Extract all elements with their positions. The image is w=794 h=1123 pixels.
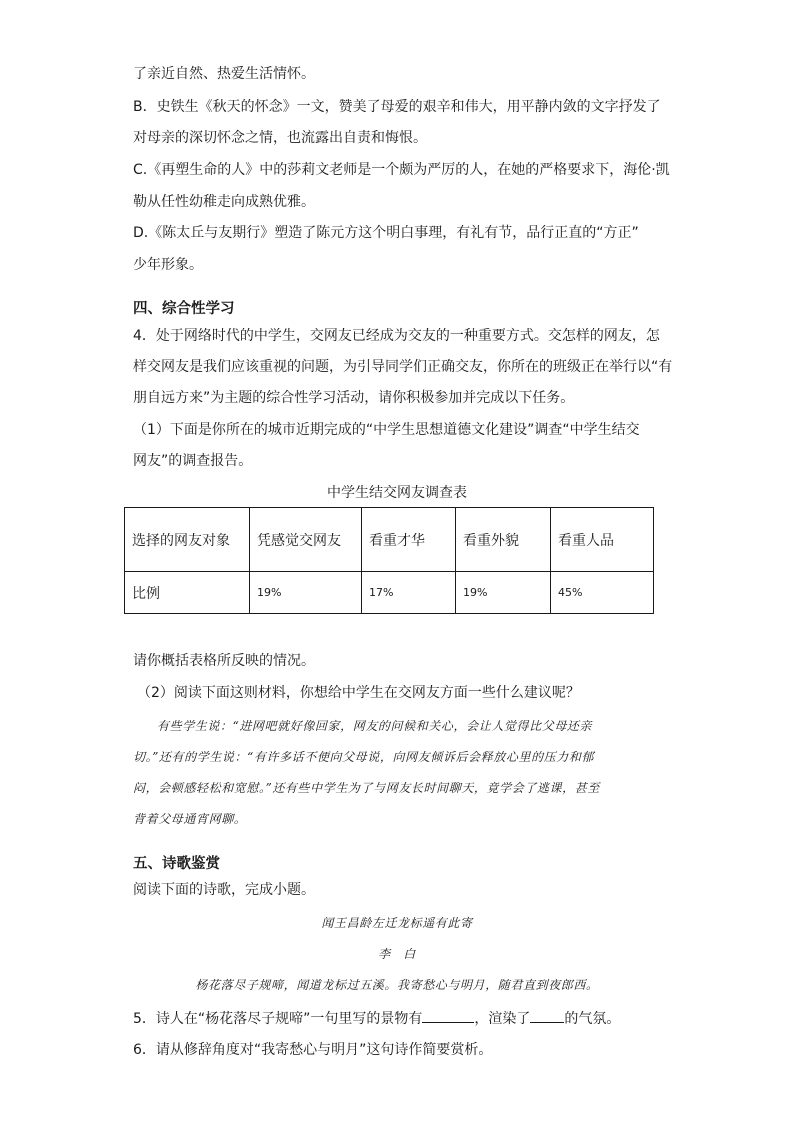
question-6: 6．请从修辞角度对“我寄愁心与明月”这句诗作简要赏析。 xyxy=(133,1042,493,1058)
survey-table xyxy=(124,507,654,614)
material-line: 切。”还有的学生说：“有许多话不便向父母说，向网友倾诉后会释放心里的压力和郁 xyxy=(133,750,595,764)
answer-blank[interactable] xyxy=(530,1008,564,1023)
section-title-4: 四、综合性学习 xyxy=(133,301,235,317)
table-cell: 19% xyxy=(456,572,551,614)
question-4-line: 样交网友是我们应该重视的问题，为引导同学们正确交友，你所在的班级正在举行以“有 xyxy=(133,359,673,375)
text-line: 对母亲的深切怀念之情，也流露出自责和悔恨。 xyxy=(133,130,427,146)
table-header-cell: 看重人品 xyxy=(551,508,654,572)
poem-intro: 阅读下面的诗歌，完成小题。 xyxy=(133,882,315,898)
question-5-text: 的气氛。 xyxy=(564,1011,621,1027)
question-4-line: 朋自远方来”为主题的综合性学习活动，请你积极参加并完成以下任务。 xyxy=(133,390,575,406)
summary-prompt: 请你概括表格所反映的情况。 xyxy=(133,653,315,669)
table-header-cell: 选择的网友对象 xyxy=(125,508,250,572)
section-title-5: 五、诗歌鉴赏 xyxy=(133,856,220,872)
answer-blank[interactable] xyxy=(422,1008,474,1023)
table-header-cell: 看重才华 xyxy=(362,508,456,572)
poem-author: 李 白 xyxy=(378,947,416,961)
table-header-row xyxy=(125,508,654,572)
table-cell: 比例 xyxy=(125,572,250,614)
table-cell: 17% xyxy=(362,572,456,614)
text-line: 了亲近自然、热爱生活情怀。 xyxy=(133,66,315,82)
question-5 xyxy=(133,1008,620,1029)
question-5-text: 5．诗人在“杨花落尽子规啼”一句里写的景物有 xyxy=(133,1011,423,1027)
subquestion-2: （2）阅读下面这则材料，你想给中学生在交网友方面一些什么建议呢？ xyxy=(137,685,580,701)
option-c-line: C.《再塑生命的人》中的莎莉文老师是一个颇为严厉的人，在她的严格要求下，海伦·凯 xyxy=(133,162,670,178)
material-line: 有些学生说：“进网吧就好像回家，网友的问候和关心，会让人觉得比父母还亲 xyxy=(157,719,593,733)
option-b-line: B．史铁生《秋天的怀念》一文，赞美了母爱的艰辛和伟大，用平静内敛的文字抒发了 xyxy=(133,99,661,115)
question-4-line: 4．处于网络时代的中学生，交网友已经成为交友的一种重要方式。交怎样的网友，怎 xyxy=(133,328,660,344)
subquestion-1-line: 网友”的调查报告。 xyxy=(133,453,253,469)
material-line: 闷，会顿感轻松和宽慰。”还有些中学生为了与网友长时间聊天，竟学会了逃课，甚至 xyxy=(133,781,600,795)
table-header-cell: 看重外貌 xyxy=(456,508,551,572)
table-row xyxy=(125,572,654,614)
poem-body: 杨花落尽子规啼，闻道龙标过五溪。我寄愁心与明月，随君直到夜郎西。 xyxy=(195,978,599,992)
poem-title: 闻王昌龄左迁龙标遥有此寄 xyxy=(321,916,473,930)
question-5-text: ，渲染了 xyxy=(474,1011,531,1027)
text-line: 勒从任性幼稚走向成熟优雅。 xyxy=(133,194,315,210)
table-header-cell: 凭感觉交网友 xyxy=(250,508,362,572)
table-title: 中学生结交网友调查表 xyxy=(327,485,467,501)
material-line: 背着父母通宵网聊。 xyxy=(133,812,247,826)
table-cell: 45% xyxy=(551,572,654,614)
text-line: 少年形象。 xyxy=(133,257,203,273)
table-cell: 19% xyxy=(250,572,362,614)
subquestion-1-line: （1）下面是你所在的城市近期完成的“中学生思想道德文化建设”调查“中学生结交 xyxy=(133,422,640,438)
option-d-line: D.《陈太丘与友期行》塑造了陈元方这个明白事理，有礼有节，品行正直的“方正” xyxy=(133,225,639,241)
